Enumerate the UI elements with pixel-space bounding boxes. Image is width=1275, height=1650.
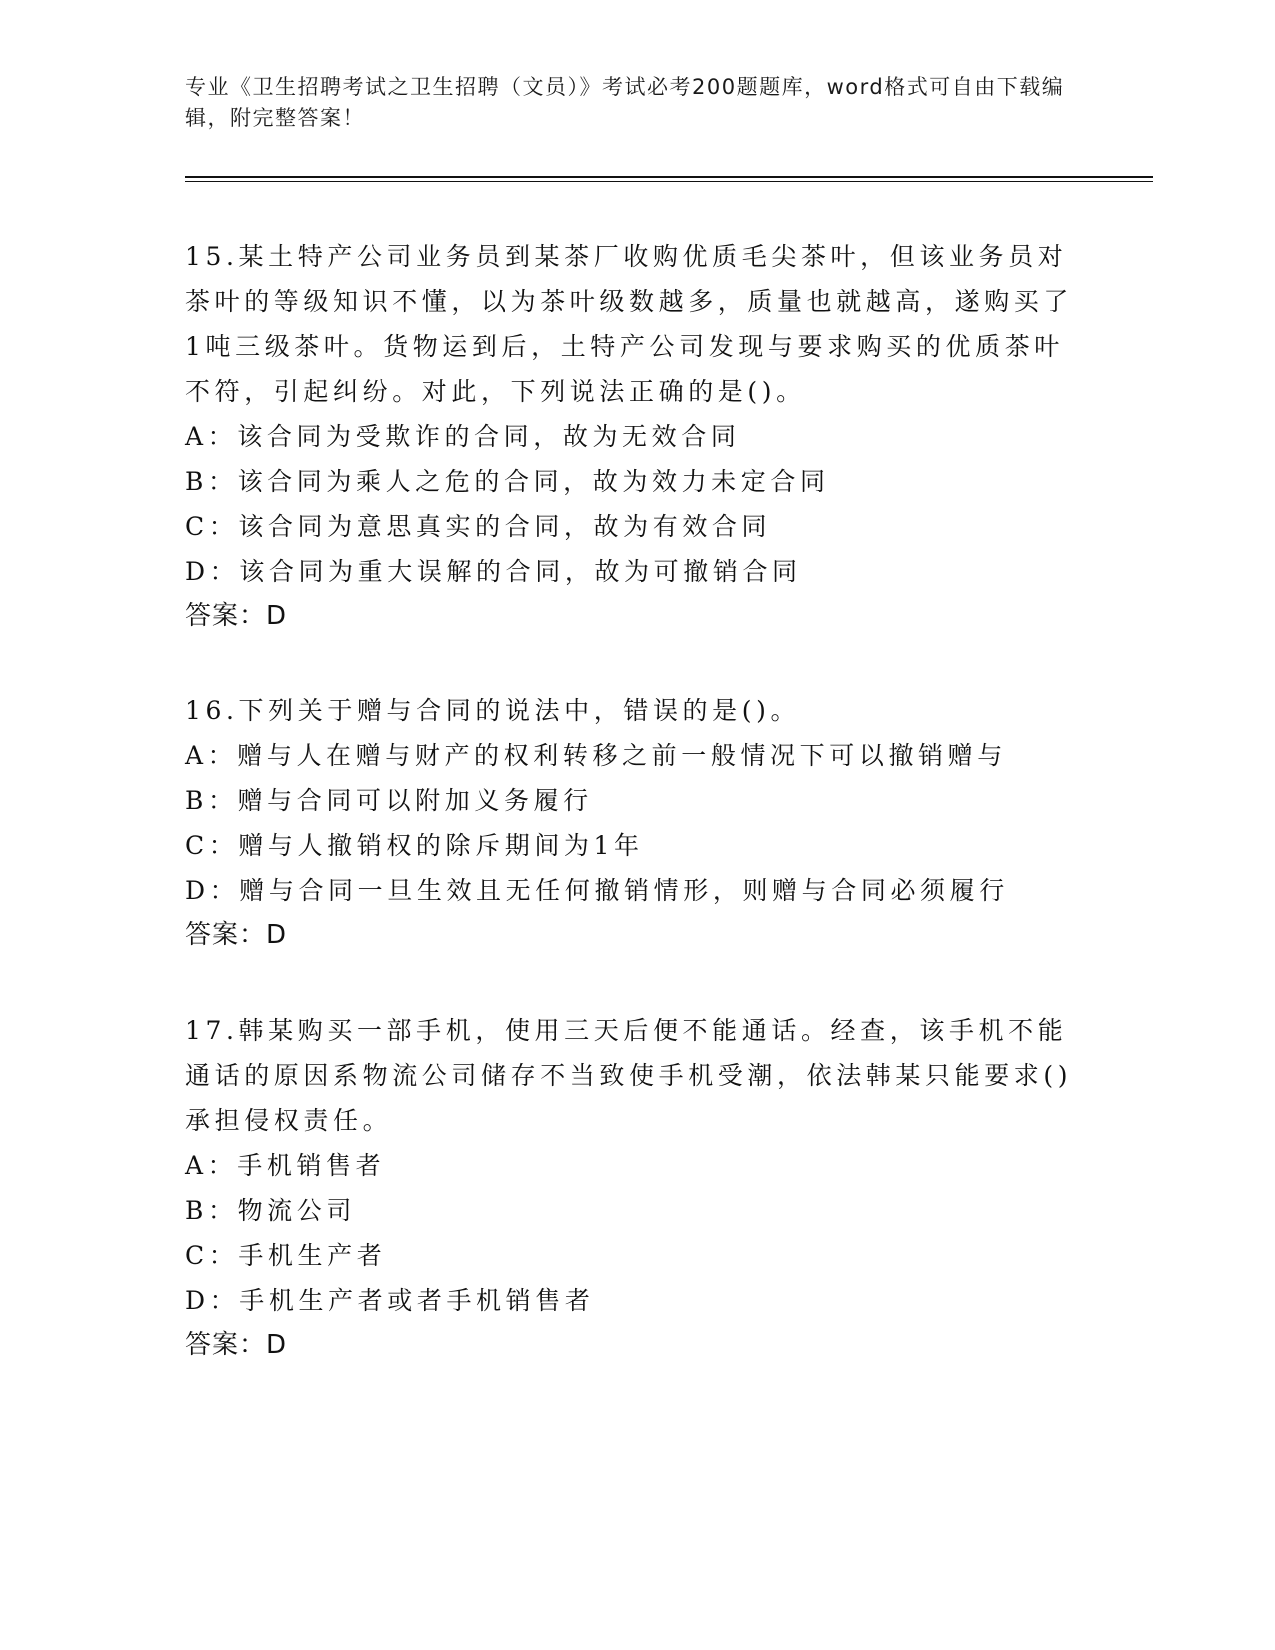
question-stem: 16.下列关于赠与合同的说法中，错误的是()。 (185, 696, 801, 725)
document-header: 专业《卫生招聘考试之卫生招聘（文员）》考试必考200题题库，word格式可自由下载编辑，附完整答案！ (185, 75, 1065, 130)
answer-line: 答案：D (185, 1330, 288, 1360)
option-d: D：赠与合同一旦生效且无任何撤销情形，则赠与合同必须履行 (185, 876, 1009, 905)
answer-line: 答案：D (185, 601, 288, 631)
header-divider-thin (185, 181, 1153, 182)
question-15 (185, 234, 1075, 639)
option-a: A：手机销售者 (185, 1151, 386, 1180)
option-c: C：赠与人撤销权的除斥期间为1年 (185, 831, 644, 860)
option-b: B：赠与合同可以附加义务履行 (185, 786, 593, 815)
option-c: C：手机生产者 (185, 1241, 387, 1270)
option-c: C：该合同为意思真实的合同，故为有效合同 (185, 512, 772, 541)
question-stem: 15.某土特产公司业务员到某茶厂收购优质毛尖茶叶，但该业务员对茶叶的等级知识不懂，以为茶叶级数越多，质量也就越高，遂购买了1吨三级茶叶。货物运到后，土特产公司发现与要求购买的优质茶叶不符，引起纠纷。对此，下列说法正确的是()。 (185, 242, 1074, 406)
option-d: D：手机生产者或者手机销售者 (185, 1286, 595, 1315)
option-a: A：该合同为受欺诈的合同，故为无效合同 (185, 422, 741, 451)
option-b: B：物流公司 (185, 1196, 356, 1225)
option-b: B：该合同为乘人之危的合同，故为效力未定合同 (185, 467, 830, 496)
question-stem: 17.韩某购买一部手机，使用三天后便不能通话。经查，该手机不能通话的原因系物流公司储存不当致使手机受潮，依法韩某只能要求()承担侵权责任。 (185, 1016, 1073, 1135)
option-a: A：赠与人在赠与财产的权利转移之前一般情况下可以撤销赠与 (185, 741, 1007, 770)
option-d: D：该合同为重大误解的合同，故为可撤销合同 (185, 557, 802, 586)
answer-line: 答案：D (185, 920, 288, 950)
question-16 (185, 688, 1075, 958)
header-divider-thick (185, 176, 1153, 178)
question-17 (185, 1008, 1075, 1368)
